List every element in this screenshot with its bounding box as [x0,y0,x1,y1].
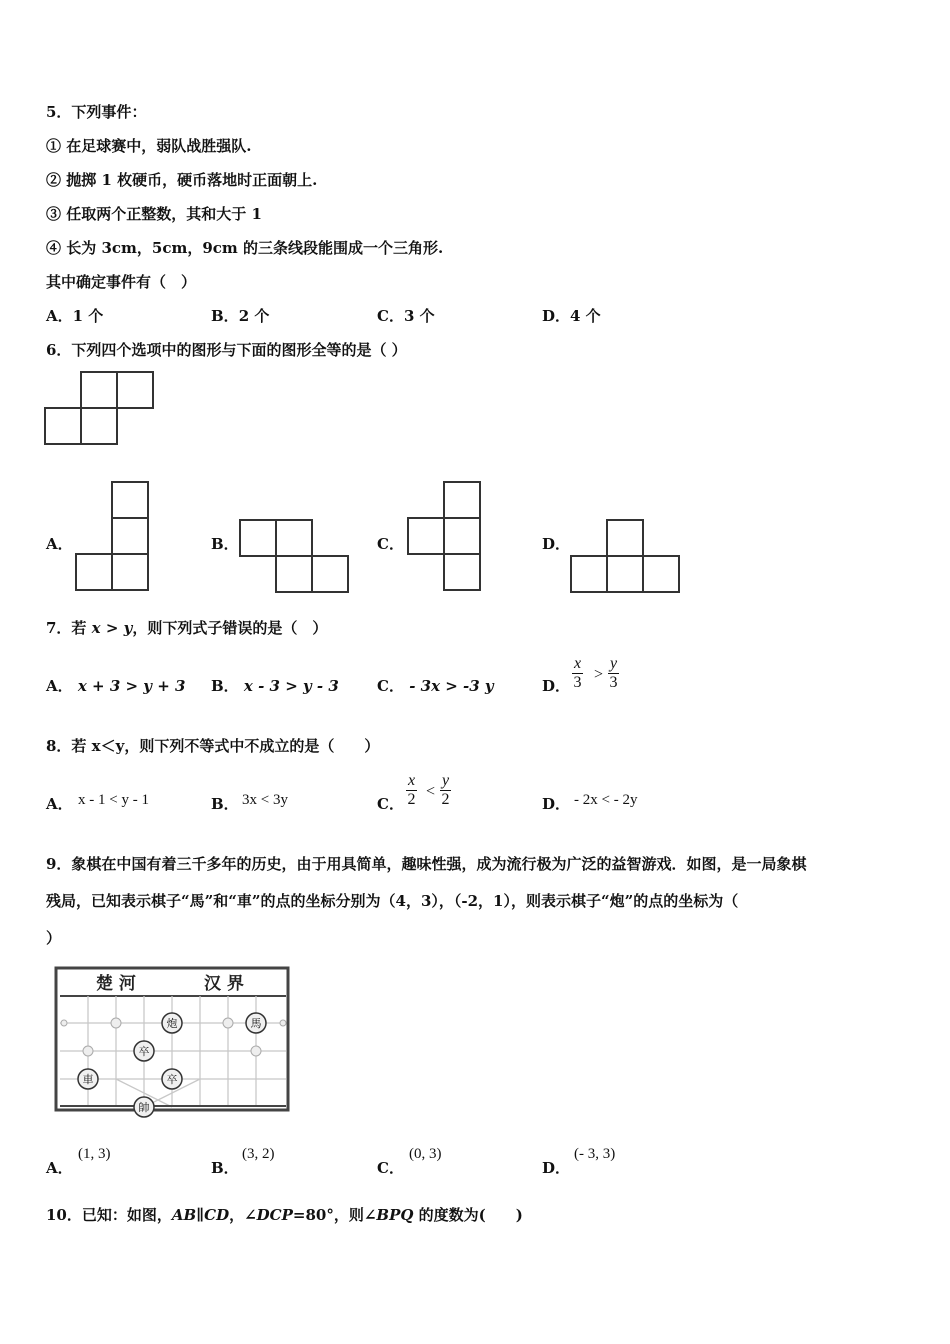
q9-option-d-math: (- 3, 3) [574,1146,616,1162]
q5-option-c[interactable]: C．3 个 [377,307,435,325]
q8-c-fraction-left: $\frac{x}{2}$ [407,772,416,808]
q7-option-d[interactable]: D． [542,677,571,695]
q9-line-3: ） [46,929,62,947]
board-header-right: 汉 界 [204,974,244,994]
q9-option-a-label[interactable]: A． [46,1159,73,1177]
board-header-left: 楚 河 [96,974,136,994]
piece-che-label: 車 [82,1073,94,1086]
q5-item-2: ② 抛掷 1 枚硬币，硬币落地时正面朝上. [46,171,318,189]
q8-c-fraction-right: $\frac{y}{2}$ [441,772,450,808]
q9-option-d-label[interactable]: D． [542,1159,571,1177]
q7-d-fraction-right: $\frac{y}{3}$ [609,655,618,691]
q9-option-b-math: (3, 2) [242,1146,275,1162]
q9-line-1: 9．象棋在中国有着三千多年的历史，由于用具简单，趣味性强，成为流行极为广泛的益智游戏．如图，是一局象棋 [46,855,807,873]
q5-option-b[interactable]: B．2 个 [211,307,270,325]
q9-option-a-math: (1, 3) [78,1146,111,1162]
piece-shuai-label: 帥 [138,1101,150,1114]
q6-figure-b[interactable] [238,518,353,598]
q8-option-b-math: 3x < 3y [242,792,288,808]
q7-option-a[interactable]: A． x + 3 > y + 3 [46,677,186,695]
q9-option-c-math: (0, 3) [409,1146,442,1162]
q8-option-d-label[interactable]: D． [542,795,571,813]
q5-option-d[interactable]: D．4 个 [542,307,601,325]
q6-option-c[interactable]: C． [377,535,404,553]
chess-board-figure [54,966,294,1118]
q7-stem: 7．若 x > y，则下列式子错误的是（ ） [46,619,328,637]
q6-reference-figure [44,370,159,450]
piece-pao-label: 炮 [166,1017,178,1030]
piece-pao [162,1013,182,1033]
piece-zu-1-label: 卒 [138,1045,150,1058]
q6-figure-a[interactable] [72,480,152,595]
q8-c-relation: < [426,783,436,800]
q10-stem: 10．已知：如图，AB∥CD，∠DCP=80°，则∠BPQ 的度数为( ) [46,1206,523,1224]
q9-option-c-label[interactable]: C． [377,1159,404,1177]
q8-option-a-math: x - 1 < y - 1 [78,792,149,808]
q6-figure-c[interactable] [404,480,489,595]
q6-figure-d[interactable] [568,518,688,598]
q6-option-b[interactable]: B． [211,535,239,553]
piece-zu-2-label: 卒 [166,1073,178,1086]
q8-option-c-label[interactable]: C． [377,795,404,813]
q8-option-d-math: - 2x < - 2y [574,792,638,808]
q9-option-b-label[interactable]: B． [211,1159,239,1177]
q7-d-relation: > [594,666,604,683]
q5-item-4: ④ 长为 3cm，5cm，9cm 的三条线段能围成一个三角形. [46,239,444,257]
piece-che [78,1069,98,1089]
q5-item-3: ③ 任取两个正整数，其和大于 1 [46,205,262,223]
q6-stem: 6．下列四个选项中的图形与下面的图形全等的是（ ） [46,341,407,359]
q7-option-c[interactable]: C． - 3x > -3 y [377,677,494,695]
q5-option-a[interactable]: A．1 个 [46,307,104,325]
q6-option-a[interactable]: A． [46,535,73,553]
q5-question: 其中确定事件有（ ） [46,273,197,291]
q7-option-b[interactable]: B． x - 3 > y - 3 [211,677,339,695]
q5-stem: 5．下列事件： [46,103,147,121]
q8-stem: 8．若 x＜y，则下列不等式中不成立的是（ ） [46,737,380,755]
q7-d-fraction-left: $\frac{x}{3}$ [573,655,582,691]
q9-line-2: 残局，已知表示棋子“馬”和“車”的点的坐标分别为（4，3），（-2，1），则表示棋子“炮”的点的坐标为（ [46,892,739,910]
q5-item-1: ① 在足球赛中，弱队战胜强队. [46,137,252,155]
piece-zu-2 [162,1069,182,1089]
piece-shuai [134,1097,154,1117]
q8-option-b-label[interactable]: B． [211,795,239,813]
q6-option-d[interactable]: D． [542,535,571,553]
piece-ma [246,1013,266,1033]
q8-option-a-label[interactable]: A． [46,795,73,813]
piece-ma-label: 馬 [250,1017,262,1030]
piece-zu-1 [134,1041,154,1061]
